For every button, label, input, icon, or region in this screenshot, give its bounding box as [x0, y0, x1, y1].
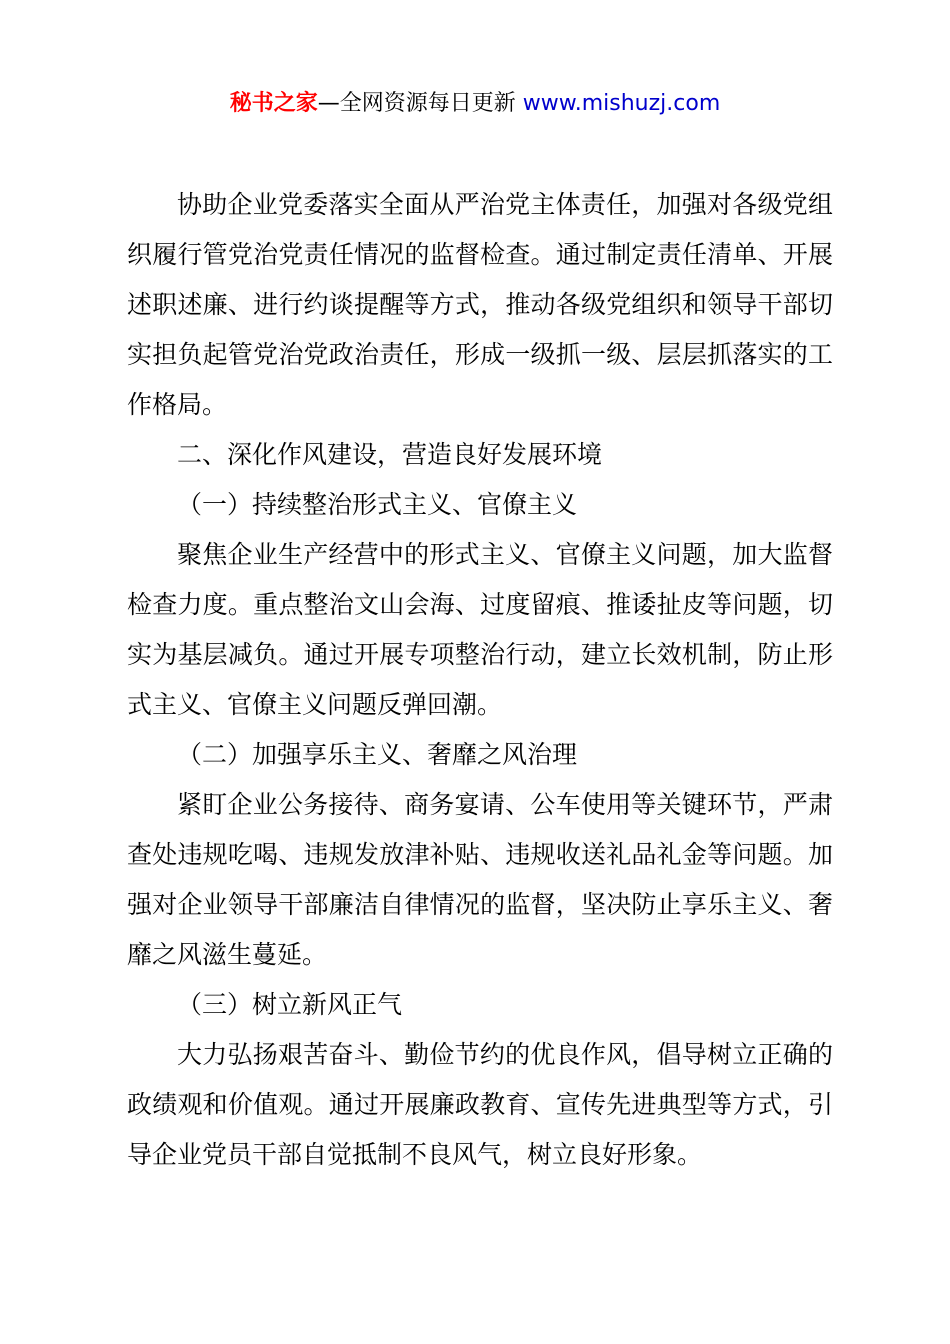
paragraph: 大力弘扬艰苦奋斗、勤俭节约的优良作风，倡导树立正确的政绩观和价值观。通过开展廉政教育、宣传先进典型等方式，引导企业党员干部自觉抵制不良风气，树立良好形象。: [127, 1040, 833, 1169]
brand-name: 秘书之家: [229, 91, 318, 116]
page-header: [0, 88, 950, 120]
paragraph: 紧盯企业公务接待、商务宴请、公车使用等关键环节，严肃查处违规吃喝、违规发放津补贴、违规收送礼品礼金等问题。加强对企业领导干部廉洁自律情况的监督，坚决防止享乐主义、奢靡之风滋生蔓延。: [127, 790, 833, 969]
header-slogan: —全网资源每日更新: [317, 91, 516, 116]
document-body: [127, 180, 833, 1180]
paragraph: 协助企业党委落实全面从严治党主体责任，加强对各级党组织履行管党治党责任情况的监督检查。通过制定责任清单、开展述职述廉、进行约谈提醒等方式，推动各级党组织和领导干部切实担负起管党治党政治责任，形成一级抓一级、层层抓落实的工作格局。: [127, 190, 833, 419]
site-url: www.mishuzj.com: [522, 91, 721, 116]
paragraph: 聚焦企业生产经营中的形式主义、官僚主义问题，加大监督检查力度。重点整治文山会海、过度留痕、推诿扯皮等问题，切实为基层减负。通过开展专项整治行动，建立长效机制，防止形式主义、官僚主义问题反弹回潮。: [127, 540, 833, 719]
section-heading: 二、深化作风建设，营造良好发展环境: [177, 440, 603, 469]
subsection-heading: （一）持续整治形式主义、官僚主义: [177, 490, 578, 519]
subsection-heading: （三）树立新风正气: [177, 990, 403, 1019]
subsection-heading: （二）加强享乐主义、奢靡之风治理: [177, 740, 578, 769]
